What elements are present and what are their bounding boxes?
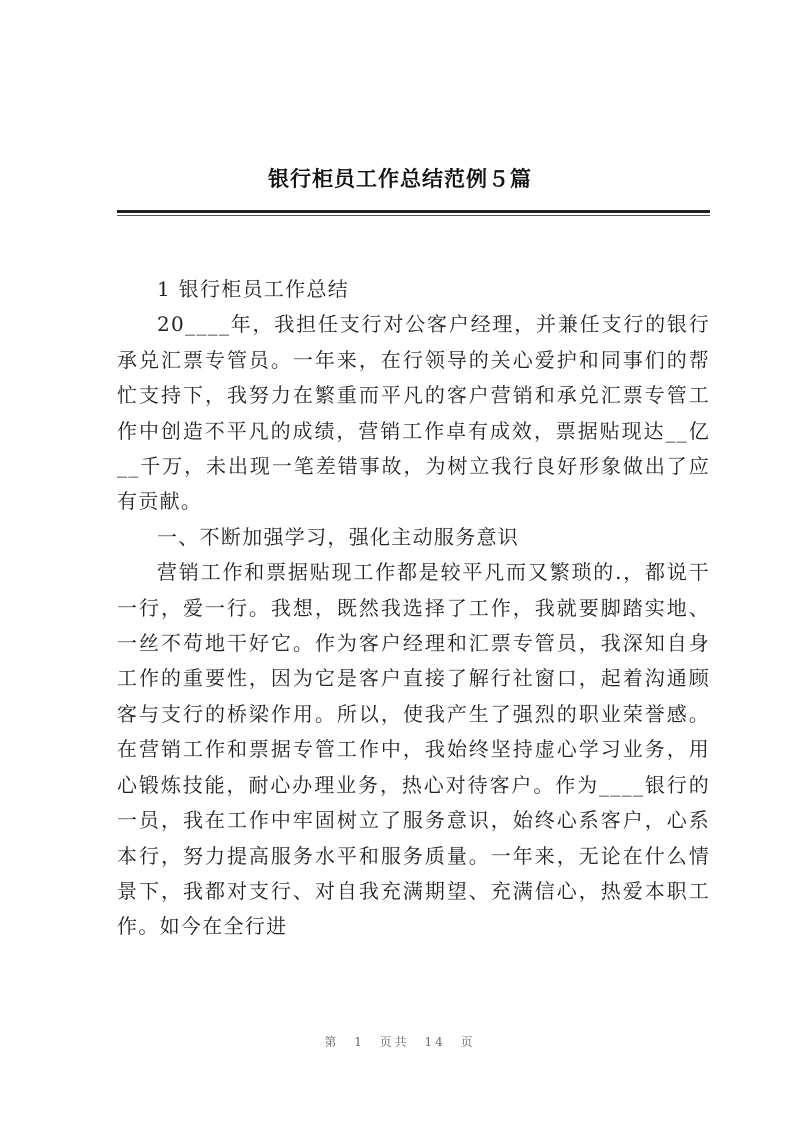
footer-prefix: 第 [324, 1035, 340, 1049]
paragraph-2: 营销工作和票据贴现工作都是较平凡而又繁琐的.，都说干一行，爱一行。我想，既然我选择了工作，我就要脚踏实地、一丝不苟地干好它。作为客户经理和汇票专管员，我深知自身工作的重要性，因为它是客户直接了解行社窗口，起着沟通顾客与支行的桥梁作用。所以，使我产生了强烈的职业荣誉感。在营销工作和票据专管工作中，我始终坚持虚心学习业务，用心锻炼技能，耐心办理业务，热心对待客户。作为____银行的一员，我在工作中牢固树立了服务意识，始终心系客户，心系本行，努力提高服务水平和服务质量。一年来，无论在什么情景下，我都对支行、对自我充满期望、充满信心，热爱本职工作。如今在全行进 [117, 560, 710, 939]
footer-page-number: 1 [354, 1035, 365, 1049]
paragraph-1: 20____年，我担任支行对公客户经理，并兼任支行的银行承兑汇票专管员。一年来，在行领导的关心爱护和同事们的帮忙支持下，我努力在繁重而平凡的客户营销和承兑汇票专管工作中创造不平凡的成绩，营销工作卓有成效，票据贴现达__亿__千万，未出现一笔差错事故，为树立我行良好形象做出了应有贡献。 [117, 312, 710, 514]
footer-total-pages: 14 [424, 1035, 446, 1049]
page-footer [0, 1033, 800, 1050]
document-body [117, 272, 710, 945]
section-heading: 1 银行柜员工作总结 [157, 277, 350, 301]
subheading-1: 一、不断加强学习，强化主动服务意识 [157, 524, 520, 549]
footer-suffix: 页 [460, 1035, 476, 1049]
title-rule-thin [117, 215, 710, 216]
footer-middle: 页共 [379, 1035, 410, 1049]
document-title: 银行柜员工作总结范例５篇 [268, 167, 532, 191]
title-rule-thick [117, 210, 710, 213]
